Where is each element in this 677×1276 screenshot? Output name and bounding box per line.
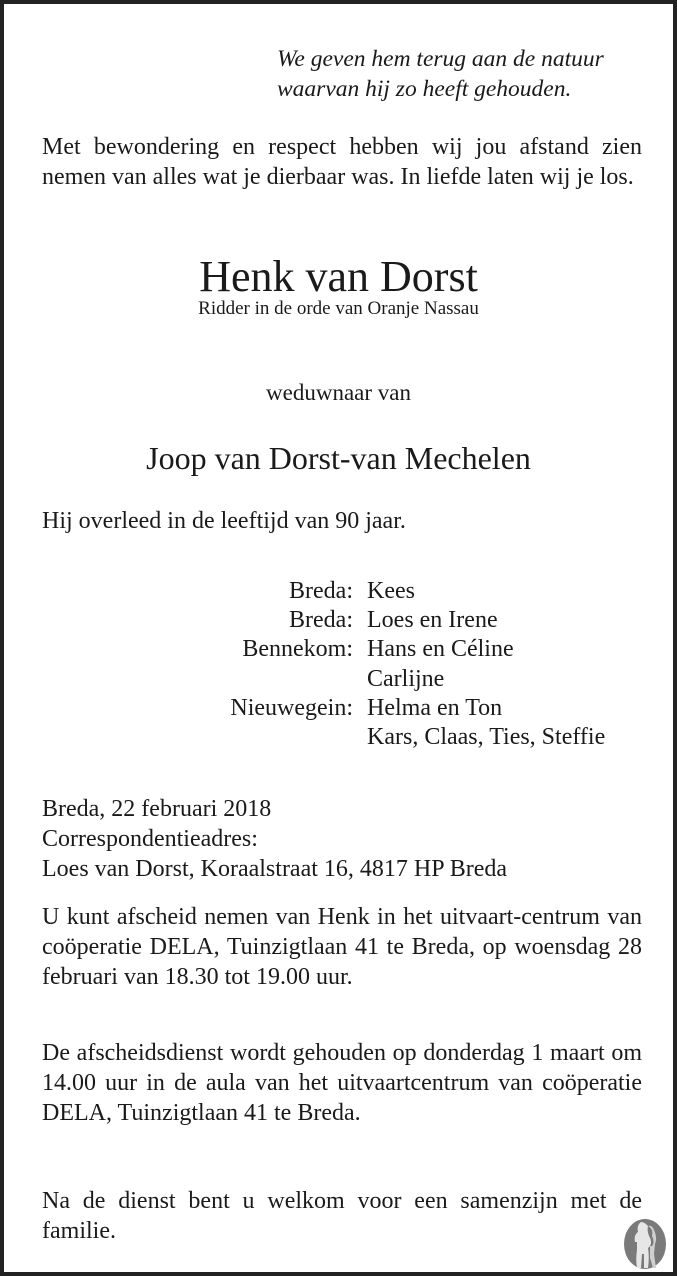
- deceased-name: Henk van Dorst: [199, 252, 478, 301]
- service-paragraph: De afscheidsdienst wordt gehouden op donderdag 1 maart om 14.00 uur in de aula van het uitvaartcentrum van coöperatie DELA, Tuinzigtlaan 41 te Breda.: [42, 1040, 642, 1126]
- family-row: [154, 635, 605, 664]
- closing-block: [42, 794, 642, 884]
- reception-paragraph: Na de dienst bent u welkom voor een samenzijn met de familie.: [42, 1188, 642, 1244]
- family-list: [154, 577, 605, 752]
- relation-label: weduwnaar van: [266, 380, 411, 405]
- family-place: Breda:: [289, 607, 353, 634]
- correspondence-address: Loes van Dorst, Koraalstraat 16, 4817 HP Breda: [42, 856, 507, 882]
- family-place: Bennekom:: [242, 636, 353, 663]
- family-row: [154, 606, 605, 635]
- family-names: Loes en Irene: [367, 607, 498, 634]
- family-names: Carlijne: [367, 665, 445, 692]
- family-row: [154, 723, 605, 752]
- family-place: Nieuwegein:: [230, 694, 353, 721]
- embracing-figures-logo-icon: [622, 1218, 668, 1270]
- family-names: Helma en Ton: [367, 694, 503, 721]
- place-date: Breda, 22 februari 2018: [42, 796, 272, 822]
- family-row: [154, 665, 605, 694]
- motto-quote: [277, 44, 604, 104]
- motto-line: We geven hem terug aan de natuur: [277, 46, 604, 72]
- motto-line: waarvan hij zo heeft gehouden.: [277, 76, 572, 102]
- intro-paragraph: Met bewondering en respect hebben wij jou afstand zien nemen van alles wat je dierbaar was. In liefde laten wij je los.: [42, 134, 642, 190]
- age-statement: Hij overleed in de leeftijd van 90 jaar.: [42, 508, 406, 534]
- family-place: [154, 723, 367, 752]
- family-place: Breda:: [289, 578, 353, 604]
- visitation-paragraph: U kunt afscheid nemen van Henk in het uitvaart-centrum van coöperatie DELA, Tuinzigtlaan 41 te Breda, op woensdag 28 februari van 18.30 tot 19.00 uur.: [42, 904, 642, 990]
- honorific-title: Ridder in de orde van Oranje Nassau: [198, 298, 479, 319]
- spouse-name: Joop van Dorst-van Mechelen: [146, 440, 531, 476]
- family-names: Hans en Céline: [367, 636, 514, 663]
- family-row: [154, 694, 605, 723]
- family-names: Kars, Claas, Ties, Steffie: [367, 723, 606, 750]
- family-row: [154, 577, 605, 606]
- family-names: Kees: [367, 578, 415, 604]
- family-place: [154, 665, 367, 694]
- address-label: Correspondentieadres:: [42, 826, 258, 852]
